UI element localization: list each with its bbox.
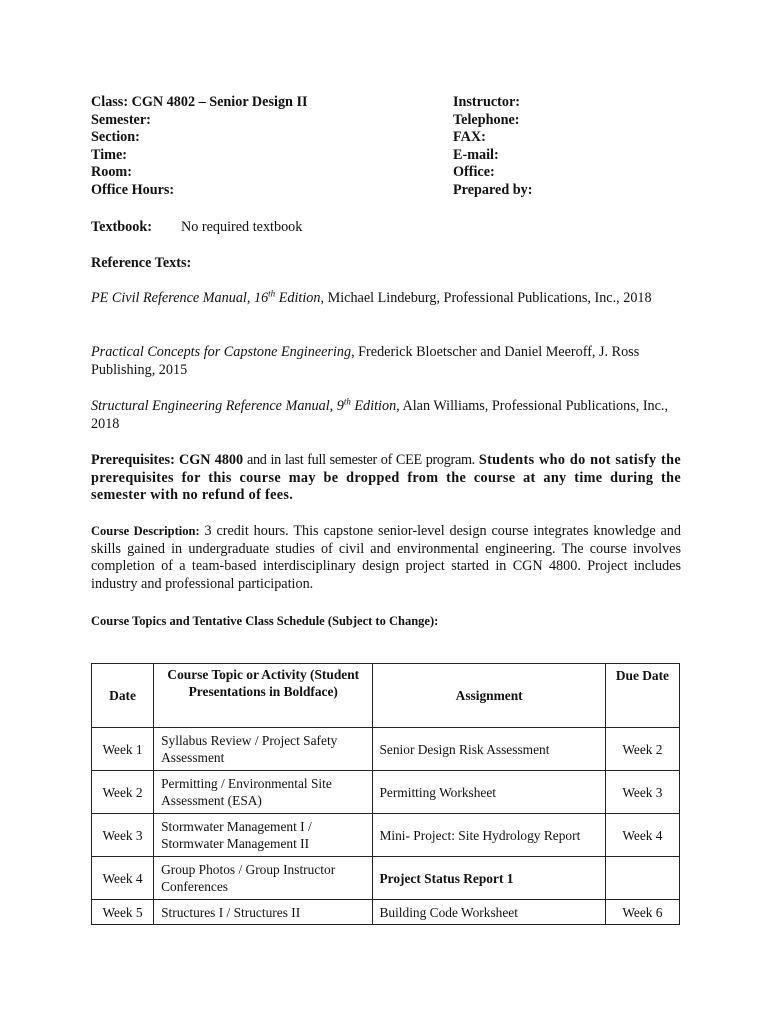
table-header-row [92, 664, 680, 728]
reference-details: , Frederick Bloetscher and Daniel Meeroff, J. Ross Publishing, 2015 [91, 344, 640, 378]
topic-cell: Group Photos / Group Instructor Conferences [154, 857, 373, 900]
instructor-label: Instructor: [453, 94, 520, 110]
prerequisites-label: Prerequisites: CGN 4800 [91, 452, 244, 468]
reference-title: PE Civil Reference Manual, 16th Edition [91, 288, 321, 306]
course-description-text: 3 credit hours. This capstone senior-level design course integrates knowledge and skills gained in undergraduate studies of civil and environmental engineering. The course involves completion of a team-based interdisciplinary design project started in CGN 4800. Project includes industry and professional participation. [91, 523, 681, 592]
textbook-value: No required textbook [181, 219, 303, 235]
topic-cell: Syllabus Review / Project Safety Assessment [154, 728, 373, 771]
schedule-table [91, 663, 680, 925]
reference-texts-heading: Reference Texts: [91, 255, 192, 271]
prerequisites-text: and in last full semester of CEE program. [243, 452, 479, 468]
fax-label: FAX: [453, 129, 486, 146]
column-header-due-date: Due Date [605, 664, 679, 728]
semester-label: Semester: [91, 111, 151, 128]
email-label: E-mail: [453, 146, 499, 163]
assignment-cell: Project Status Report 1 [373, 857, 605, 900]
textbook-label: Textbook: [91, 219, 152, 235]
due-date-cell [605, 857, 679, 900]
week-cell: Week 5 [92, 900, 154, 925]
table-row [92, 814, 680, 857]
assignment-cell: Building Code Worksheet [373, 900, 605, 925]
section-label: Section: [91, 129, 140, 146]
reference-details: , Alan Williams, Professional Publications, Inc., 2018 [91, 398, 669, 432]
table-row [92, 857, 680, 900]
room-label: Room: [91, 164, 132, 181]
week-cell: Week 3 [92, 814, 154, 857]
prepared-by-label: Prepared by: [453, 181, 533, 198]
course-info-right [453, 94, 683, 200]
time-label: Time: [91, 146, 127, 163]
reference-details: , Michael Lindeburg, Professional Publications, Inc., 2018 [320, 290, 652, 306]
topic-cell: Structures I / Structures II [154, 900, 373, 925]
table-row [92, 728, 680, 771]
column-header-topic: Course Topic or Activity (Student Presentations in Boldface) [154, 664, 373, 728]
textbook-line [91, 219, 691, 237]
due-date-cell: Week 2 [605, 728, 679, 771]
reference-title: Practical Concepts for Capstone Engineering [91, 344, 352, 360]
due-date-cell: Week 3 [605, 771, 679, 814]
prerequisites-warning: Students who do not satisfy the prerequisites for this course may be dropped from the course at any time during the semester with no refund of fees. [91, 452, 681, 503]
reference-item [91, 344, 686, 379]
telephone-label: Telephone: [453, 111, 520, 128]
assignment-cell: Senior Design Risk Assessment [373, 728, 605, 771]
class-label: Class: CGN 4802 – Senior Design II [91, 94, 308, 110]
reference-title: Structural Engineering Reference Manual, 9th Edition [91, 396, 397, 414]
schedule-heading: Course Topics and Tentative Class Schedule (Subject to Change): [91, 614, 439, 628]
assignment-cell: Mini- Project: Site Hydrology Report [373, 814, 605, 857]
office-label: Office: [453, 164, 495, 181]
topic-cell: Permitting / Environmental Site Assessment (ESA) [154, 771, 373, 814]
course-info-left [91, 94, 421, 200]
office-hours-label: Office Hours: [91, 181, 175, 198]
table-row [92, 771, 680, 814]
topic-cell: Stormwater Management I / Stormwater Management II [154, 814, 373, 857]
column-header-assignment: Assignment [373, 664, 605, 728]
reference-item [91, 290, 686, 308]
course-description-paragraph [91, 523, 681, 593]
due-date-cell: Week 6 [605, 900, 679, 925]
due-date-cell: Week 4 [605, 814, 679, 857]
assignment-cell: Permitting Worksheet [373, 771, 605, 814]
reference-item [91, 398, 686, 433]
week-cell: Week 1 [92, 728, 154, 771]
week-cell: Week 4 [92, 857, 154, 900]
course-description-label: Course Description: [91, 524, 200, 538]
prerequisites-paragraph [91, 452, 681, 505]
week-cell: Week 2 [92, 771, 154, 814]
column-header-date: Date [92, 664, 154, 728]
table-row [92, 900, 680, 925]
